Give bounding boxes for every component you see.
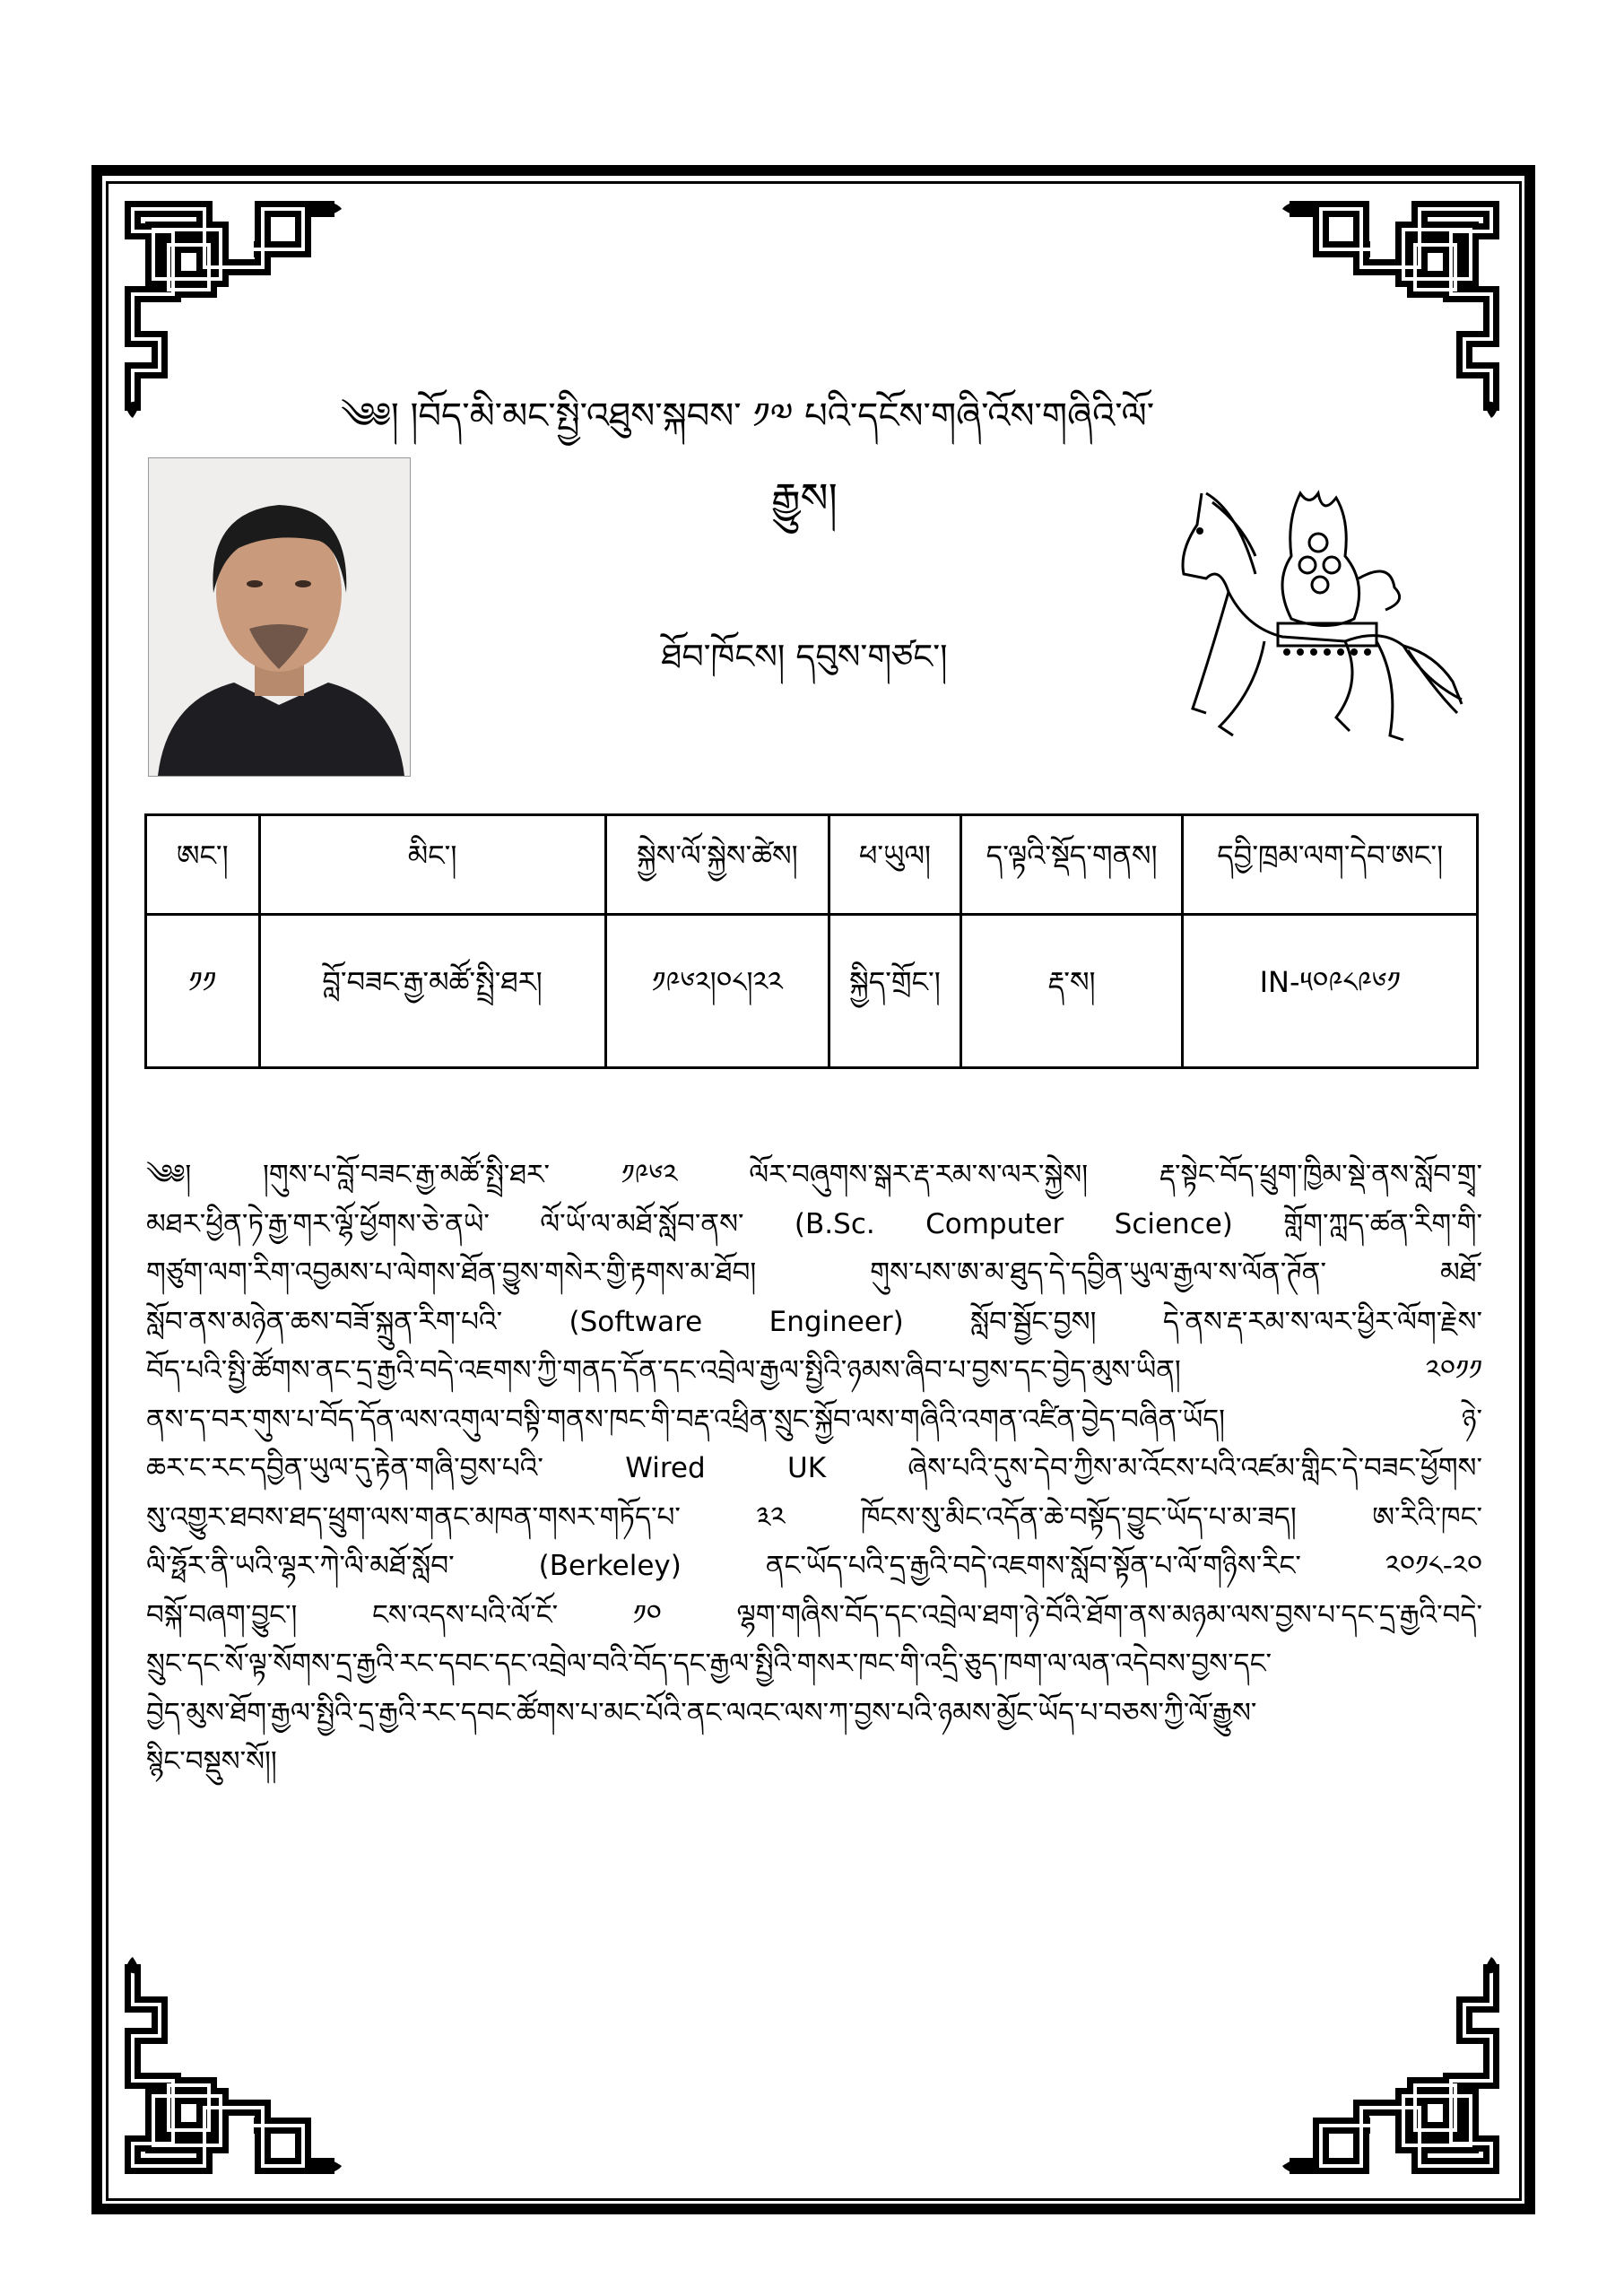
bio-line: སུ་འགྱུར་ཐབས་ཐད་ཕྲུག་ལས་གནང་མཁན་གསར་གཏོད་པ་ ༣༢ ཁོངས་སུ་མིང་འདོན་ཆེ་བསྟོད་བྱུང་ཡོད་པ་མ་ཟད། ཨ་རིའི་ཁང་ (146, 1500, 1482, 1534)
cell-name: བློ་བཟང་རྒྱ་མཚོ་སྤྲི་ཐར། (259, 915, 605, 1068)
candidate-photo (148, 457, 411, 777)
header-residence: ད་ལྟའི་སྡོད་གནས། (960, 815, 1183, 915)
constituency-label: ཐོབ་ཁོངས། དབུས་གཙང་། (661, 637, 948, 676)
header-native-place: ཕ་ཡུལ། (829, 815, 961, 915)
header-birth-date: སྐྱེས་ལོ་སྐྱེས་ཚེས། (605, 815, 829, 915)
bio-line: མཐར་ཕྱིན་ཏེ་རྒྱ་གར་ལྷོ་ཕྱོགས་ཅེ་ནཡེ་ ལོ་ཡོ་ལ་མཐོ་སློབ་ནས་ (B.Sc. Computer Science) གློག་ཀླད་ཚན་རིག་གི་ (146, 1207, 1482, 1240)
bio-line: སྲུང་དང་སོ་ལྟ་སོགས་དྲ་རྒྱའི་རང་དབང་དང་འབྲེལ་བའི་བོད་དང་རྒྱལ་སྤྱིའི་གསར་ཁང་གི་འདྲི་ཅུད་ཁག་ལ་ལན་འདེབས་བྱས་དང་ (146, 1648, 1272, 1680)
bio-line: ནས་ད་བར་གུས་པ་བོད་དོན་ལས་འགུལ་བསྟི་གནས་ཁང་གི་བརྡ་འཕྲིན་སྲུང་སྐྱོབ་ལས་གཞིའི་འགན་འཛིན་བྱེད་བཞིན་ཡོད། ཉེ་ (146, 1403, 1482, 1436)
header-name: མིང་། (259, 815, 605, 915)
corner-ornament-bottom-left (119, 1955, 343, 2179)
corner-ornament-bottom-right (1281, 1955, 1505, 2179)
header-rc-number: དབྱི་ཁྲམ་ལག་དེབ་ཨང་། (1183, 815, 1478, 915)
corner-ornament-top-left (119, 196, 343, 420)
windhorse-illustration (1166, 475, 1471, 753)
bio-line: བོད་པའི་སྤྱི་ཚོགས་ནང་དྲ་རྒྱའི་བདེ་འཇགས་ཀྱི་གནད་དོན་དང་འབྲེལ་རྒྱལ་སྤྱིའི་ཉམས་ཞིབ་པ་བྱས་དང་བྱེད་མུས་ཡིན། ༢༠༡༡ (146, 1354, 1482, 1387)
table-header-row (146, 815, 1478, 915)
cell-rc-number: IN-༥༠༩༨༩༦༡ (1183, 915, 1478, 1068)
cell-native-place: སྐྱིད་གྲོང་། (829, 915, 961, 1068)
candidate-info-table (144, 813, 1479, 1069)
biography-paragraph (146, 1151, 1482, 1787)
document-title: ༄༅། །བོད་མི་མང་སྤྱི་འཐུས་སྐབས་ ༡༧ པའི་དངོས་གཞི་འོས་གཞིའི་ལོ་ (341, 396, 1155, 437)
table-row (146, 915, 1478, 1068)
bio-line: ཆར་ང་རང་དབྱིན་ཡུལ་དུ་རྟེན་གཞི་བྱས་པའི་ Wired UK ཞེས་པའི་དུས་དེབ་ཀྱིས་མ་འོངས་པའི་འཛམ་གླིང་དེ་བཟང་ཕྱོགས་ (146, 1452, 1482, 1484)
bio-line: བྱེད་མུས་ཐོག་རྒྱལ་སྤྱིའི་དྲ་རྒྱའི་རང་དབང་ཚོགས་པ་མང་པོའི་ནང་ལའང་ལས་ཀ་བྱས་པའི་ཉམས་མྱོང་ཡོད་པ་བཅས་ཀྱི་ལོ་རྒྱུས་ (146, 1696, 1257, 1729)
header-number: ཨང་། (146, 815, 260, 915)
bio-line: ༄༅། །གུས་པ་བློ་བཟང་རྒྱ་མཚོ་སྤྲི་ཐར་ ༡༩༦༢ ལོར་བཞུགས་སྒར་རྡ་རམ་ས་ལར་སྐྱེས། རྡ་སྟེང་བོད་ཕྲུག་ཁྱིམ་སྡེ་ནས་སློབ་གྲྭ་ (146, 1159, 1482, 1191)
bio-line: སྙིང་བསྡུས་སོ།། (146, 1745, 277, 1778)
cell-number: ༡༡ (146, 915, 260, 1068)
cell-birth-date: ༡༩༦༢།༠༨།༢༢ (605, 915, 829, 1068)
document-subtitle: རྒྱུས། (771, 474, 838, 522)
bio-line: སློབ་ནས་མཉེན་ཆས་བཟོ་སྐྲུན་རིག་པའི་ (Software Engineer) སློབ་སྦྱོང་བྱས། དེ་ནས་རྡ་རམ་ས་ལར་ཕྱིར་ལོག་རྗེས་ (146, 1305, 1482, 1338)
cell-residence: རྡ་ས། (960, 915, 1183, 1068)
bio-line: ལི་ཧྥོར་ནི་ཡའི་ལྷར་ཀེ་ལི་མཐོ་སློབ་ (Berkeley) ནང་ཡོད་པའི་དྲ་རྒྱའི་བདེ་འཇགས་སློབ་སྟོན་པ་ལོ་གཉིས་རིང་ ༢༠༡༨-༢༠ (146, 1550, 1482, 1582)
bio-line: བསྐོ་བཞག་བྱུང་། ངས་འདས་པའི་ལོ་ངོ་ ༡༠ ལྷག་གཞིས་བོད་དང་འབྲེལ་ཐག་ཉེ་བོའི་ཐོག་ནས་མཉམ་ལས་བྱས་པ་དང་དྲ་རྒྱའི་བདེ་ (146, 1598, 1482, 1631)
bio-line: གཙུག་ལག་རིག་འབྱམས་པ་ལེགས་ཐོན་བྱུས་གསེར་གྱི་རྟགས་མ་ཐོབ། གུས་པས་ཨ་མ་ཐུད་དེ་དབྱིན་ཡུལ་རྒྱལ་ས་ལོན་ཊོན་ མཐོ་ (146, 1257, 1482, 1289)
